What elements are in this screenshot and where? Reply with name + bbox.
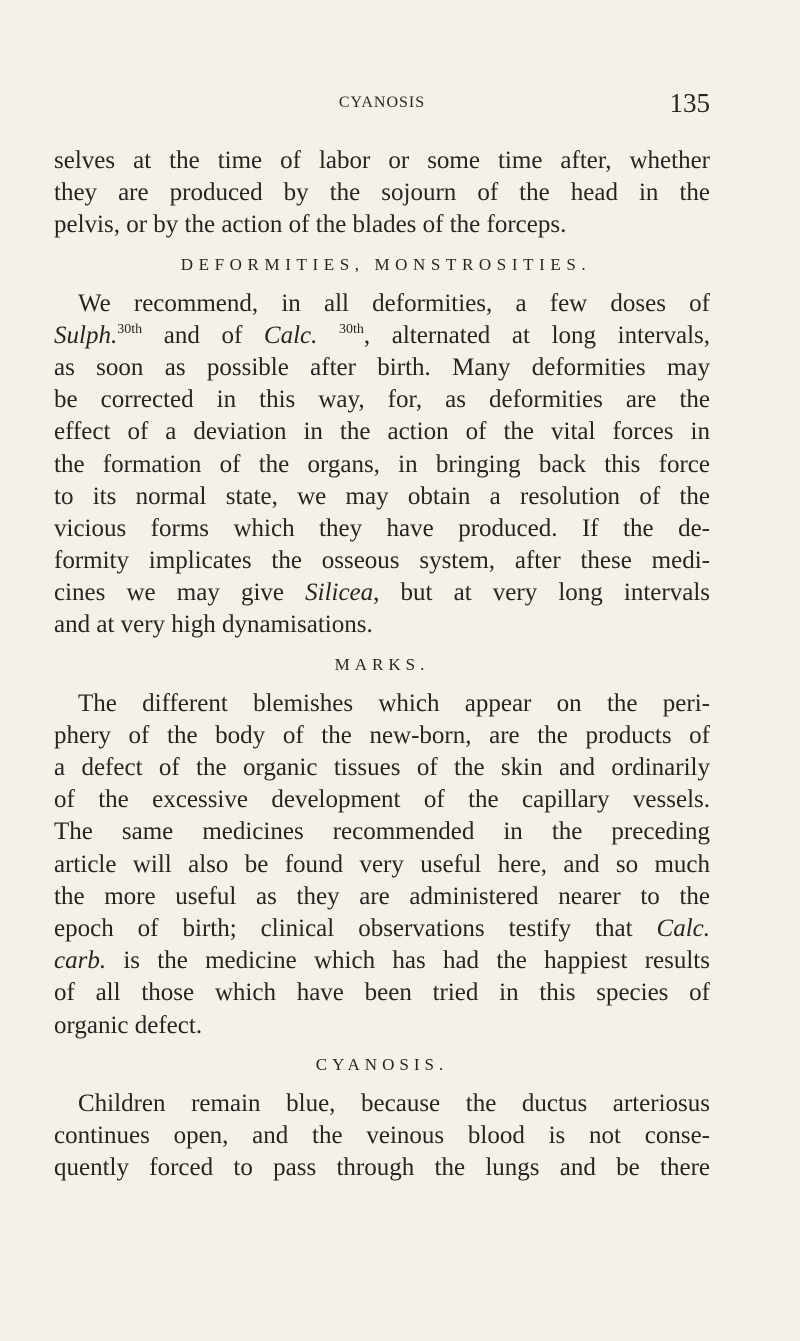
remedy-name: carb. bbox=[54, 947, 107, 975]
text-line: to its normal state, we may obtain a resolution of the bbox=[54, 482, 710, 510]
running-title: CYANOSIS bbox=[338, 94, 426, 111]
text-line: We recommend, in all deformities, a few doses of bbox=[78, 289, 710, 317]
remedy-name: Silicea bbox=[305, 579, 374, 607]
text-line: selves at the time of labor or some time after, whether bbox=[54, 147, 710, 174]
text-line: and at very high dynamisations. bbox=[54, 611, 373, 639]
text-line: quently forced to pass through the lungs and be there bbox=[54, 1154, 710, 1182]
text-line: vicious forms which they have produced. If the de- bbox=[54, 514, 710, 542]
text-line: as soon as possible after birth. Many deformities may bbox=[54, 353, 710, 381]
text-line: the more useful as they are administered nearer to the bbox=[54, 882, 710, 910]
text-span: , alternated at long intervals, bbox=[363, 321, 710, 349]
text-span: , but at very long intervals bbox=[373, 579, 710, 607]
text-line: of all those which have been tried in this species of bbox=[54, 979, 710, 1007]
text-line bbox=[54, 913, 710, 945]
text-line: article will also be found very useful here, and so much bbox=[54, 850, 710, 878]
section-heading-deformities: DEFORMITIES, MONSTROSITIES. bbox=[180, 254, 592, 274]
section-heading-cyanosis: CYANOSIS. bbox=[315, 1054, 449, 1074]
text-line: continues open, and the veinous blood is not conse- bbox=[54, 1121, 710, 1149]
page-number: 135 bbox=[669, 88, 710, 118]
text-span: cines we may give bbox=[54, 579, 306, 607]
text-line: phery of the body of the new-born, are the products of bbox=[54, 721, 710, 749]
text-line bbox=[54, 577, 710, 609]
running-head bbox=[54, 88, 710, 124]
text-line bbox=[54, 945, 710, 977]
text-span: epoch of birth; clinical observations testify that bbox=[54, 914, 657, 942]
text-line bbox=[54, 320, 710, 352]
text-line: formity implicates the osseous system, after these medi- bbox=[54, 547, 710, 575]
text-line: The different blemishes which appear on the peri- bbox=[78, 689, 710, 717]
text-line: Children remain blue, because the ductus arteriosus bbox=[78, 1089, 710, 1117]
text-line: The same medicines recommended in the preceding bbox=[54, 818, 710, 846]
potency: 30th bbox=[117, 321, 143, 337]
remedy-name: Sulph. bbox=[54, 321, 118, 349]
text-line: effect of a deviation in the action of the vital forces in bbox=[54, 418, 710, 446]
remedy-name: Calc. bbox=[263, 321, 318, 349]
text-line: organic defect. bbox=[54, 1011, 203, 1039]
potency: 30th bbox=[338, 321, 364, 337]
remedy-name: Calc. bbox=[656, 914, 710, 942]
text-line: they are produced by the sojourn of the head in the bbox=[54, 179, 710, 207]
text-line: of the excessive development of the capillary vessels. bbox=[54, 786, 710, 814]
text-span: and of bbox=[142, 321, 264, 349]
text-line: pelvis, or by the action of the blades of the forceps. bbox=[54, 211, 567, 239]
body-text bbox=[54, 145, 710, 1184]
text-line: a defect of the organic tissues of the skin and ordinarily bbox=[54, 754, 710, 781]
text-line: the formation of the organs, in bringing back this force bbox=[54, 450, 710, 478]
section-heading-marks: MARKS. bbox=[334, 654, 430, 674]
text-span: is the medicine which has had the happiest results bbox=[106, 947, 710, 975]
text-line: be corrected in this way, for, as deformities are the bbox=[54, 386, 710, 414]
